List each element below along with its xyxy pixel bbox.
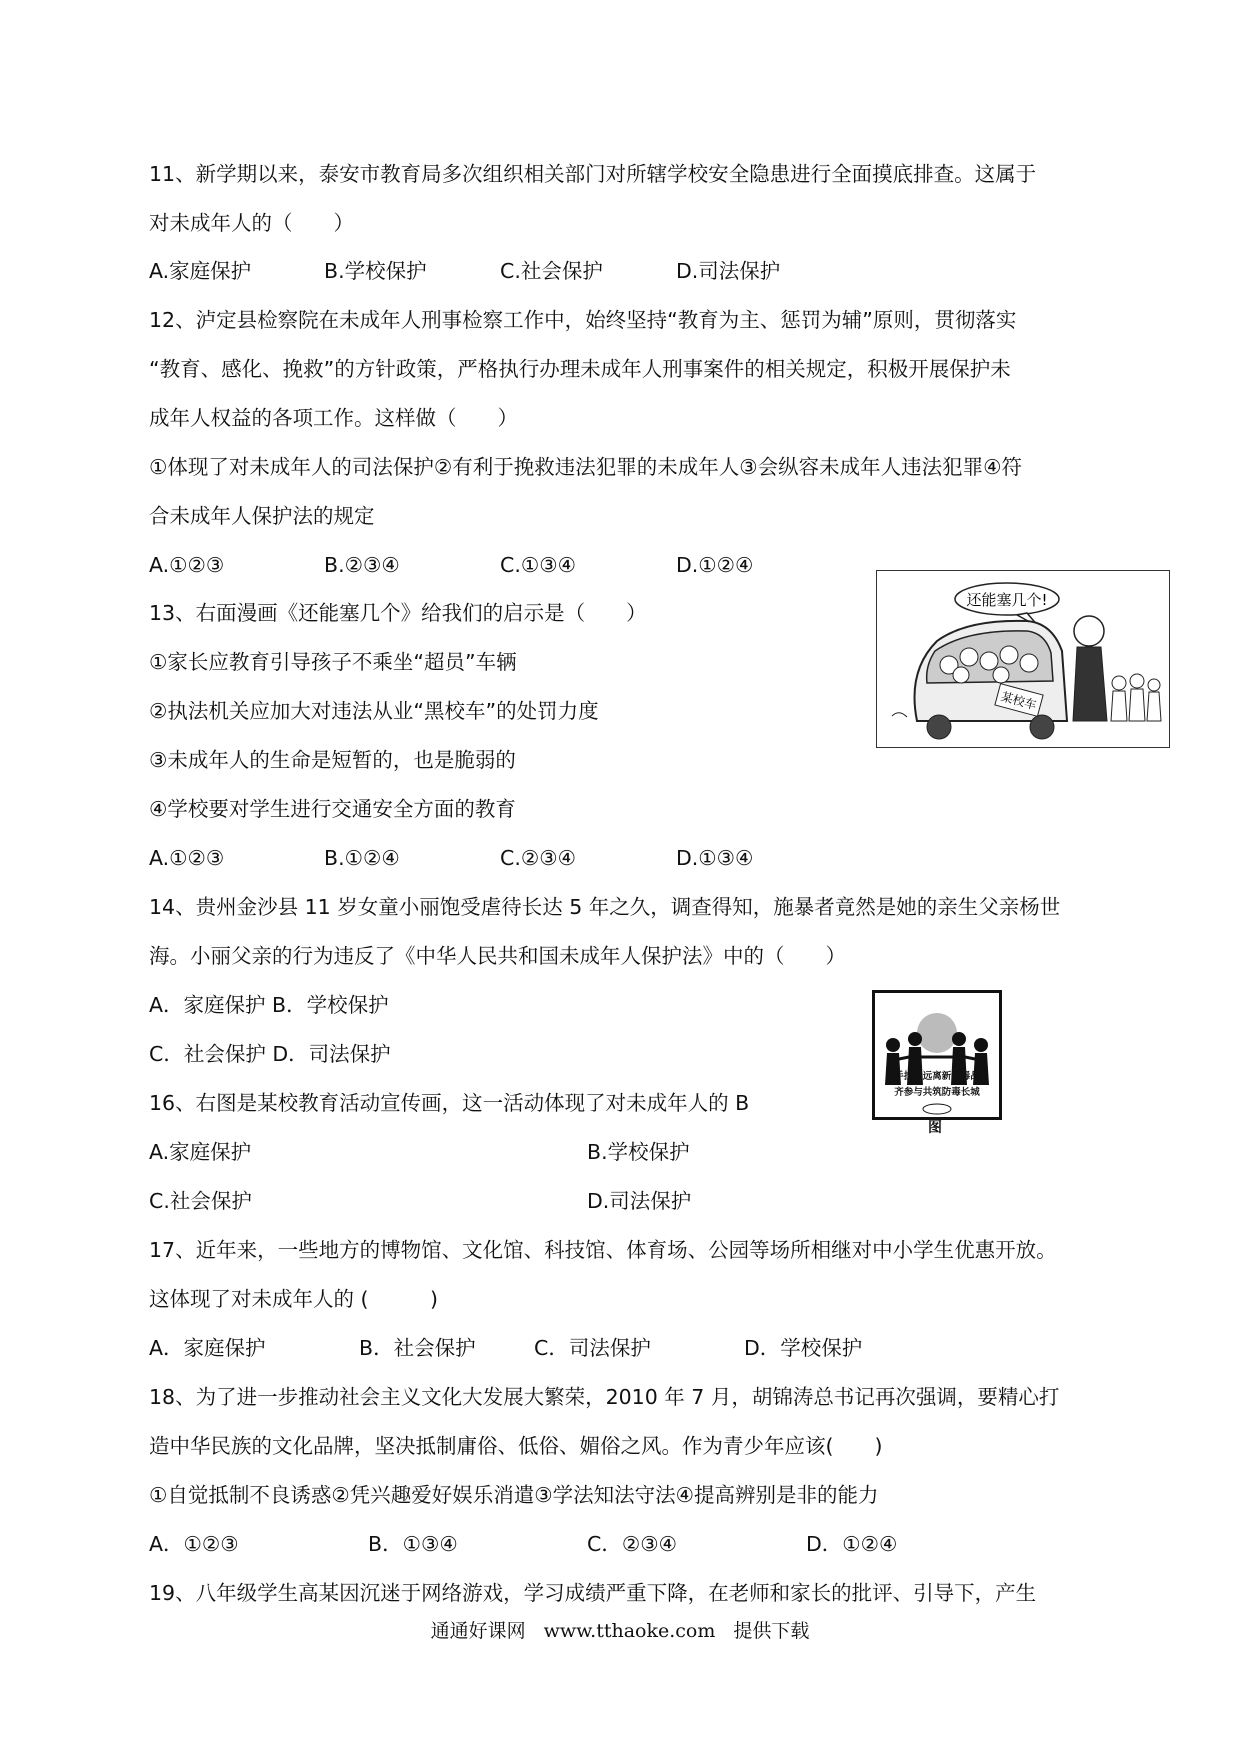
q17-option-c: C．司法保护 [534,1336,651,1360]
poster-slogan-line-1: 手拉手远离新型毒品 [894,1071,980,1082]
q12-statement-line-2: 合未成年人保护法的规定 [149,504,375,528]
q17-stem-line-1: 17、近年来，一些地方的博物馆、文化馆、科技馆、体育场、公园等场所相继对中小学生优惠开放。 [149,1238,1057,1262]
q11-stem-line-1: 11、新学期以来，泰安市教育局多次组织相关部门对所辖学校安全隐患进行全面摸底排查。这属于 [149,162,1037,186]
poster-caption: 图 [928,1120,942,1136]
q12-option-d: D.①②④ [676,553,754,577]
footer-note: 提供下载 [733,1620,810,1642]
q17-option-a: A．家庭保护 [149,1336,266,1360]
q18-stem-line-2: 造中华民族的文化品牌，坚决抵制庸俗、低俗、媚俗之风。作为青少年应该( ) [149,1434,883,1458]
q11-option-a: A.家庭保护 [149,259,252,283]
q16-option-b: B.学校保护 [587,1140,690,1164]
q12-statement-line-1: ①体现了对未成年人的司法保护②有利于挽救违法犯罪的未成年人③会纵容未成年人违法犯罪④符 [149,455,1023,479]
cartoon-bus-label: 某校车 [999,689,1038,713]
q13-stem: 13、右面漫画《还能塞几个》给我们的启示是（ ） [149,601,647,625]
poster-slogan-line-2: 齐参与共筑防毒长城 [894,1087,980,1098]
anti-drug-poster [872,990,1002,1120]
q12-option-c: C.①③④ [500,553,576,577]
cartoon-speech-text: 还能塞几个! [966,591,1048,609]
q14-stem-line-2: 海。小丽父亲的行为违反了《中华人民共和国未成年人保护法》中的（ ） [149,944,846,968]
q13-statement-1: ①家长应教育引导孩子不乘坐“超员”车辆 [149,650,517,674]
anti-drug-poster-drawing [875,993,999,1117]
q12-option-a: A.①②③ [149,553,225,577]
footer-url: www.tthaoke.com [543,1620,716,1642]
q11-option-c: C.社会保护 [500,259,603,283]
q13-option-b: B.①②④ [324,846,400,870]
q16-option-a: A.家庭保护 [149,1140,252,1164]
q13-statement-4: ④学校要对学生进行交通安全方面的教育 [149,797,516,821]
q13-option-a: A.①②③ [149,846,225,870]
q14-stem-line-1: 14、贵州金沙县 11 岁女童小丽饱受虐待长达 5 年之久，调查得知，施暴者竟然是她的亲生父亲杨世 [149,895,1061,919]
q16-stem: 16、右图是某校教育活动宣传画，这一活动体现了对未成年人的 B [149,1091,750,1115]
q17-option-b: B．社会保护 [359,1336,476,1360]
q16-option-d: D.司法保护 [587,1189,692,1213]
q18-option-c: C．②③④ [587,1532,677,1556]
q18-option-b: B．①③④ [368,1532,458,1556]
school-bus-cartoon-drawing [877,571,1169,747]
q12-stem-line-1: 12、泸定县检察院在未成年人刑事检察工作中，始终坚持“教育为主、惩罚为辅”原则，贯彻落实 [149,308,1017,332]
q18-option-a: A．①②③ [149,1532,239,1556]
q13-option-c: C.②③④ [500,846,576,870]
q12-option-b: B.②③④ [324,553,400,577]
q14-options-cd: C．社会保护 D．司法保护 [149,1042,391,1066]
page-footer [0,1616,1240,1643]
q12-stem-line-3: 成年人权益的各项工作。这样做（ ） [149,406,518,430]
school-bus-cartoon [876,570,1170,748]
q14-options-ab: A．家庭保护 B．学校保护 [149,993,389,1017]
q18-option-d: D．①②④ [806,1532,898,1556]
q13-statement-2: ②执法机关应加大对违法从业“黑校车”的处罚力度 [149,699,599,723]
q18-statements: ①自觉抵制不良诱惑②凭兴趣爱好娱乐消遣③学法知法守法④提高辨别是非的能力 [149,1483,879,1507]
q12-stem-line-2: “教育、感化、挽救”的方针政策，严格执行办理未成年人刑事案件的相关规定，积极开展保护未 [149,357,1011,381]
q17-option-d: D．学校保护 [744,1336,863,1360]
q13-statement-3: ③未成年人的生命是短暂的，也是脆弱的 [149,748,516,772]
footer-site-name: 通通好课网 [430,1620,526,1642]
q16-option-c: C.社会保护 [149,1189,252,1213]
q17-stem-line-2: 这体现了对未成年人的 ( ) [149,1287,439,1311]
q11-stem-line-2: 对未成年人的（ ） [149,211,354,235]
q13-option-d: D.①③④ [676,846,754,870]
q11-option-b: B.学校保护 [324,259,427,283]
q19-stem-line-1: 19、八年级学生高某因沉迷于网络游戏，学习成绩严重下降，在老师和家长的批评、引导下，产生 [149,1581,1037,1605]
q18-stem-line-1: 18、为了进一步推动社会主义文化大发展大繁荣，2010 年 7 月，胡锦涛总书记再次强调，要精心打 [149,1385,1060,1409]
q11-option-d: D.司法保护 [676,259,781,283]
